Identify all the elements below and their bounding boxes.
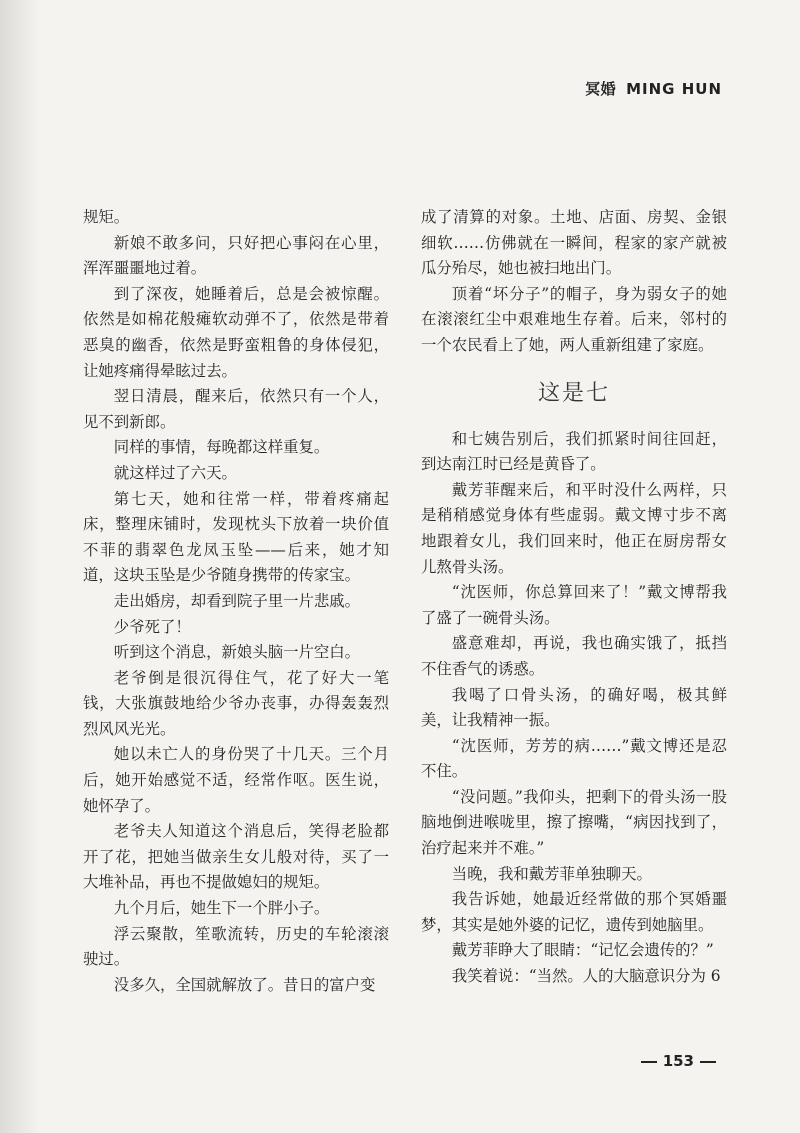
dash-left [641,1061,657,1063]
paragraph: 戴芳菲醒来后，和平时没什么两样，只是稍稍感觉身体有些虚弱。戴文博寸步不离地跟着女儿，我们回来时，他正在厨房帮女儿熬骨头汤。 [421,480,727,576]
page-edge-shadow [0,0,40,1133]
dash-right [700,1061,716,1063]
paragraph: 没多久，全国就解放了。昔日的富户变 [113,975,376,994]
left-column [83,205,389,998]
paragraph: 我告诉她，她最近经常做的那个冥婚噩梦，其实是她外婆的记忆，遗传到她脑里。 [421,890,727,934]
paragraph: 和七姨告别后，我们抓紧时间往回赶，到达南江时已经是黄昏了。 [421,429,727,474]
paragraph: 同样的事情，每晚都这样重复。 [113,438,330,457]
paragraph: 戴芳菲睁大了眼睛：“记忆会遗传的？” [451,941,714,960]
paragraph: 老爷倒是很沉得住气，花了好大一笔钱，大张旗鼓地给少爷办丧事，办得轰轰烈烈风风光光。 [83,668,389,738]
paragraph: 少爷死了！ [113,617,191,636]
paragraph: “没问题。”我仰头，把剩下的骨头汤一股脑地倒进喉咙里，擦了擦嘴，“病因找到了，治疗起来并不难。” [421,787,727,858]
paragraph: 听到这个消息，新娘头脑一片空白。 [113,643,361,662]
paragraph: 第七天，她和往常一样，带着疼痛起床，整理床铺时，发现枕头下放着一块价值不菲的翡翠色龙凤玉坠——后来，她才知道，这块玉坠是少爷随身携带的传家宝。 [83,489,389,585]
paragraph: 走出婚房，却看到院子里一片悲戚。 [113,591,361,610]
paragraph: 翌日清晨，醒来后，依然只有一个人，见不到新郎。 [83,387,389,431]
paragraph: 当晚，我和戴芳菲单独聊天。 [451,864,652,883]
paragraph: 规矩。 [83,208,130,226]
right-column [421,205,727,990]
paragraph: 顶着“坏分子”的帽子，身为弱女子的她在滚滚红尘中艰难地生存着。后来，邻村的一个农民看上了她，两人重新组建了家庭。 [421,284,727,354]
paragraph: 新娘不敢多问，只好把心事闷在心里，浑浑噩噩地过着。 [83,233,389,278]
section-title: 这是七 [537,380,610,406]
paragraph: 盛意难却，再说，我也确实饿了，抵挡不住香气的诱惑。 [421,634,727,678]
paragraph: 就这样过了六天。 [113,463,237,482]
paragraph: “沈医师，芳芳的病……”戴文博还是忍不住。 [421,736,727,781]
page-number-value: 153 [662,1052,694,1070]
paragraph: 浮云聚散，笙歌流转，历史的车轮滚滚驶过。 [83,924,389,969]
paragraph: 我笑着说：“当然。人的大脑意识分为 6 [451,967,721,986]
page-number [635,1052,722,1070]
header-title-en: MING HUN [626,80,722,98]
paragraph: 老爷夫人知道这个消息后，笑得老脸都开了花，把她当做亲生女儿般对待，买了一大堆补品，再也不提做媳妇的规矩。 [83,822,389,892]
paragraph: 九个月后，她生下一个胖小子。 [113,899,330,918]
paragraph: 她以未亡人的身份哭了十几天。三个月后，她开始感觉不适，经常作呕。医生说，她怀孕了。 [83,745,389,815]
running-header [585,78,722,99]
paragraph: 成了清算的对象。土地、店面、房契、金银细软……仿佛就在一瞬间，程家的家产就被瓜分殆尽，她也被扫地出门。 [421,208,727,278]
paragraph: 到了深夜，她睡着后，总是会被惊醒。依然是如棉花般瘫软动弹不了，依然是带着恶臭的幽香，依然是野蛮粗鲁的身体侵犯，让她疼痛得晕眩过去。 [83,284,389,380]
header-title-cn: 冥婚 [585,80,617,98]
paragraph: 我喝了口骨头汤，的确好喝，极其鲜美，让我精神一振。 [421,685,727,730]
paragraph: “沈医师，你总算回来了！”戴文博帮我了盛了一碗骨头汤。 [421,583,727,627]
